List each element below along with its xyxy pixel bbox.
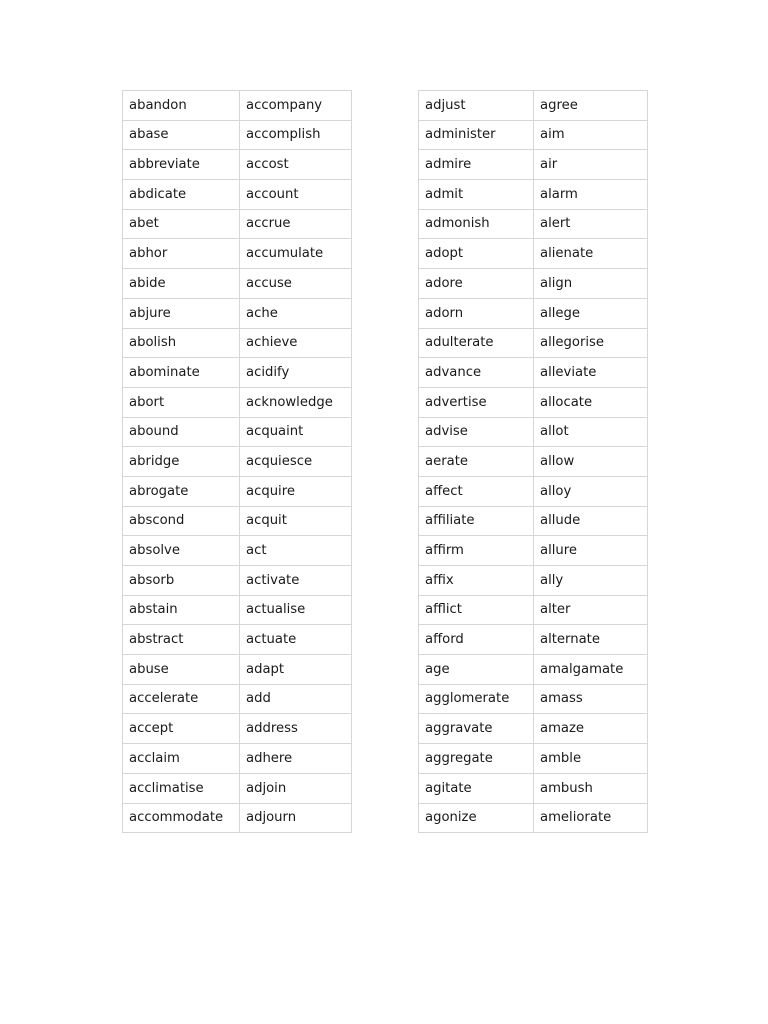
word-cell: add — [240, 684, 352, 714]
table-row — [123, 714, 352, 744]
table-row — [419, 803, 648, 833]
word-cell: abet — [123, 209, 240, 239]
word-cell: ache — [240, 298, 352, 328]
word-cell: advance — [419, 358, 534, 388]
word-cell: adore — [419, 269, 534, 299]
word-cell: aggregate — [419, 744, 534, 774]
word-cell: aim — [534, 120, 648, 150]
table-row — [419, 476, 648, 506]
table-row — [123, 417, 352, 447]
word-cell: agree — [534, 91, 648, 121]
table-row — [123, 684, 352, 714]
table-row — [419, 150, 648, 180]
word-cell: agglomerate — [419, 684, 534, 714]
word-cell: allot — [534, 417, 648, 447]
word-cell: abound — [123, 417, 240, 447]
word-cell: alternate — [534, 625, 648, 655]
word-cell: adapt — [240, 655, 352, 685]
word-cell: ambush — [534, 773, 648, 803]
word-cell: allege — [534, 298, 648, 328]
word-cell: acidify — [240, 358, 352, 388]
word-cell: aerate — [419, 447, 534, 477]
word-cell: adorn — [419, 298, 534, 328]
word-cell: accompany — [240, 91, 352, 121]
word-cell: admit — [419, 180, 534, 210]
word-cell: advertise — [419, 387, 534, 417]
table-row — [123, 744, 352, 774]
word-cell: actuate — [240, 625, 352, 655]
table-row — [419, 447, 648, 477]
word-cell: accelerate — [123, 684, 240, 714]
table-row — [123, 298, 352, 328]
word-cell: alienate — [534, 239, 648, 269]
word-cell: adjust — [419, 91, 534, 121]
word-cell: acclaim — [123, 744, 240, 774]
table-row — [419, 91, 648, 121]
word-cell: account — [240, 180, 352, 210]
table-row — [419, 239, 648, 269]
word-cell: affix — [419, 566, 534, 596]
table-row — [123, 209, 352, 239]
table-row — [419, 417, 648, 447]
table-row — [123, 447, 352, 477]
word-cell: allocate — [534, 387, 648, 417]
table-row — [123, 328, 352, 358]
table-row — [123, 91, 352, 121]
table-row — [419, 328, 648, 358]
table-row — [123, 773, 352, 803]
word-cell: administer — [419, 120, 534, 150]
table-row — [419, 773, 648, 803]
word-cell: amble — [534, 744, 648, 774]
word-cell: abridge — [123, 447, 240, 477]
word-cell: allow — [534, 447, 648, 477]
word-cell: adjourn — [240, 803, 352, 833]
word-cell: affiliate — [419, 506, 534, 536]
word-cell: abase — [123, 120, 240, 150]
table-row — [419, 209, 648, 239]
word-cell: absolve — [123, 536, 240, 566]
word-cell: abdicate — [123, 180, 240, 210]
word-cell: accrue — [240, 209, 352, 239]
table-row — [419, 387, 648, 417]
word-cell: abominate — [123, 358, 240, 388]
table-row — [419, 298, 648, 328]
word-cell: accomplish — [240, 120, 352, 150]
table-row — [123, 625, 352, 655]
word-table-left — [122, 90, 352, 833]
word-cell: amass — [534, 684, 648, 714]
table-row — [419, 595, 648, 625]
table-row — [123, 387, 352, 417]
word-cell: adjoin — [240, 773, 352, 803]
word-cell: align — [534, 269, 648, 299]
word-cell: abrogate — [123, 476, 240, 506]
word-cell: allegorise — [534, 328, 648, 358]
table-row — [419, 180, 648, 210]
table-row — [123, 358, 352, 388]
word-cell: acquit — [240, 506, 352, 536]
table-row — [419, 655, 648, 685]
word-cell: abstract — [123, 625, 240, 655]
table-row — [123, 506, 352, 536]
word-cell: accept — [123, 714, 240, 744]
word-cell: ally — [534, 566, 648, 596]
word-cell: adhere — [240, 744, 352, 774]
word-cell: afford — [419, 625, 534, 655]
table-row — [123, 476, 352, 506]
word-cell: admire — [419, 150, 534, 180]
word-cell: acquire — [240, 476, 352, 506]
table-row — [419, 684, 648, 714]
word-cell: abort — [123, 387, 240, 417]
table-row — [419, 625, 648, 655]
word-cell: air — [534, 150, 648, 180]
table-row — [123, 120, 352, 150]
word-cell: address — [240, 714, 352, 744]
table-row — [123, 803, 352, 833]
word-cell: agonize — [419, 803, 534, 833]
word-cell: abjure — [123, 298, 240, 328]
word-cell: abstain — [123, 595, 240, 625]
word-cell: adopt — [419, 239, 534, 269]
word-cell: allure — [534, 536, 648, 566]
word-cell: accumulate — [240, 239, 352, 269]
word-cell: age — [419, 655, 534, 685]
word-cell: amalgamate — [534, 655, 648, 685]
word-cell: alarm — [534, 180, 648, 210]
word-cell: advise — [419, 417, 534, 447]
word-cell: activate — [240, 566, 352, 596]
word-cell: ameliorate — [534, 803, 648, 833]
word-cell: acknowledge — [240, 387, 352, 417]
table-row — [123, 150, 352, 180]
word-cell: agitate — [419, 773, 534, 803]
word-cell: alloy — [534, 476, 648, 506]
word-cell: affect — [419, 476, 534, 506]
word-cell: alert — [534, 209, 648, 239]
word-cell: absorb — [123, 566, 240, 596]
table-row — [123, 655, 352, 685]
word-cell: achieve — [240, 328, 352, 358]
word-table-body — [123, 91, 352, 833]
word-cell: admonish — [419, 209, 534, 239]
table-row — [123, 239, 352, 269]
word-cell: affirm — [419, 536, 534, 566]
table-row — [419, 536, 648, 566]
word-cell: accommodate — [123, 803, 240, 833]
word-cell: act — [240, 536, 352, 566]
table-row — [123, 595, 352, 625]
table-row — [419, 566, 648, 596]
word-cell: abuse — [123, 655, 240, 685]
word-cell: adulterate — [419, 328, 534, 358]
table-row — [419, 120, 648, 150]
word-cell: acquiesce — [240, 447, 352, 477]
table-row — [123, 566, 352, 596]
word-cell: amaze — [534, 714, 648, 744]
word-cell: abandon — [123, 91, 240, 121]
word-cell: afflict — [419, 595, 534, 625]
table-row — [123, 180, 352, 210]
word-cell: aggravate — [419, 714, 534, 744]
table-row — [123, 269, 352, 299]
word-cell: abbreviate — [123, 150, 240, 180]
word-cell: abscond — [123, 506, 240, 536]
word-cell: acclimatise — [123, 773, 240, 803]
word-cell: abide — [123, 269, 240, 299]
word-cell: acquaint — [240, 417, 352, 447]
table-row — [419, 744, 648, 774]
table-row — [419, 714, 648, 744]
word-cell: allude — [534, 506, 648, 536]
word-cell: abhor — [123, 239, 240, 269]
table-row — [419, 506, 648, 536]
word-table-right — [418, 90, 648, 833]
table-row — [123, 536, 352, 566]
table-row — [419, 358, 648, 388]
word-cell: accost — [240, 150, 352, 180]
word-table-body — [419, 91, 648, 833]
word-cell: alleviate — [534, 358, 648, 388]
word-cell: alter — [534, 595, 648, 625]
table-row — [419, 269, 648, 299]
word-cell: accuse — [240, 269, 352, 299]
word-cell: abolish — [123, 328, 240, 358]
word-cell: actualise — [240, 595, 352, 625]
